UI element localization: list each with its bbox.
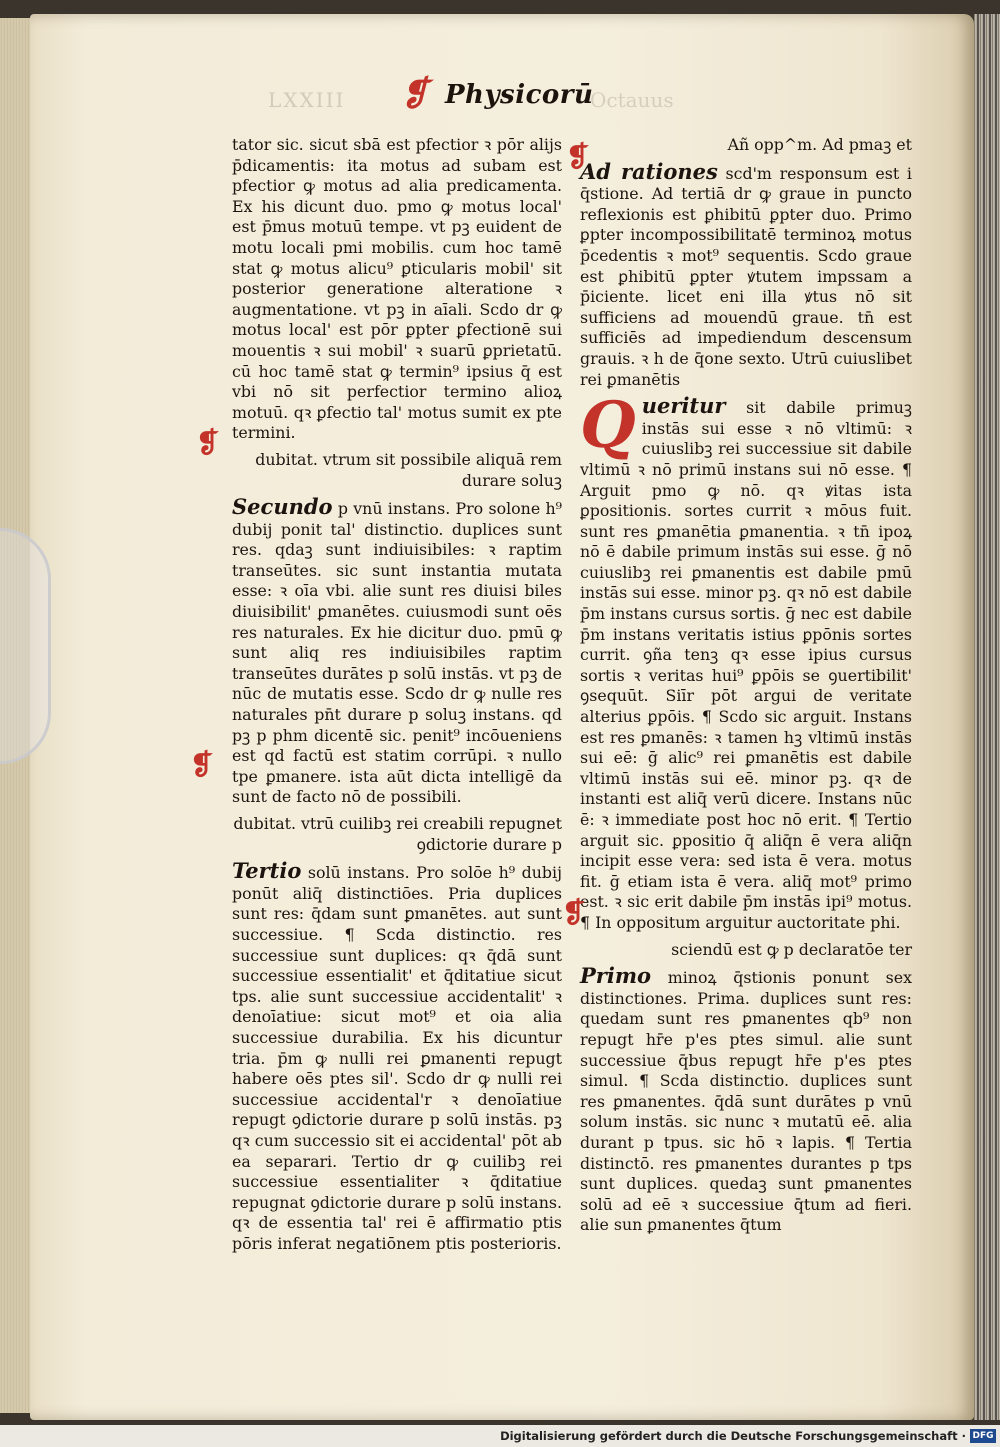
right-paragraph-2 xyxy=(580,388,912,933)
right-paragraph-2-body: sit dabile primuꝫ instās sui esse ꝛ nō vltimū: ꝛ cuiuslibꝫ rei successiue sit dabile vltimū ꝛ nō primū instans sui nō esse. ¶ Arguit pmo ꝙ nō. qꝛ ꝟitas ista ꝑpositionis. sortes currit ꝛ mōus fuit. sunt res ꝑmanētia ꝑmanentia. ꝛ tn̄ ipoꝝ nō ē dabile primum instās sui esse. ḡ nō cuiuslibꝫ rei ꝑmanentis est dabile pmū instās sui esse. minor pꝫ. qꝛ nō est dabile p̄m instans cursus sortis. ḡ nec est dabile p̄m instans veritatis istius ꝑpōnis sortes currit. ꝯña tenꝫ qꝛ esse ipius cursus sortis ꝛ veritas hui⁹ ꝑpōis se ꝯuertibilit' ꝯsequūt. Siīr pōt argui de veritate alterius ꝑpōis. ¶ Scdo sic arguit. Instans est res ꝑmanēs: ꝛ tamen hꝫ vltimū instās sui eē: ḡ alic⁹ rei ꝑmanētis est dabile vltimū instās sui eē. minor pꝫ. qꝛ de instanti est aliq̄ verū dicere. Instans nūc ē: ꝛ immediate post hoc nō erit. ¶ Tertio arguit sic. ꝑpositio q̄ aliq̄n ē vera aliq̄n incipit esse vera: sed ista ē vera. motus fit. ḡ etiam ista ē vera. aliq̄ mot⁹ primo est. ꝛ sic erit dabile p̄m instās ipi⁹ motus. ¶ In oppositum arguitur auctoritate phi. xyxy=(580,398,912,932)
bleed-through-text: Octauus xyxy=(590,88,674,112)
dfg-logo: DFG xyxy=(970,1429,996,1443)
book-gutter-edge xyxy=(974,14,1000,1420)
decorated-initial: Q xyxy=(580,388,636,464)
left-column xyxy=(232,135,562,1254)
right-column xyxy=(580,135,912,1236)
lead-word-ueritur: ueritur xyxy=(641,393,726,419)
left-paragraph-3 xyxy=(232,858,562,1254)
lead-word-tertio: Tertio xyxy=(232,858,302,884)
pilcrow-icon: ❡ xyxy=(400,74,429,114)
left-question-3-intro: dubitat. vtrū cuilibꝫ rei creabili repugnet ꝯdictorie durare p xyxy=(233,814,562,854)
right-paragraph-1-body: scd'm responsum est i q̄stione. Ad tertiā dr ꝙ graue in puncto reflexionis est ꝑhibitū ꝑpter duo. Primo ꝑpter incompossibilitatē terminoꝝ motus p̄cedentis ꝛ mot⁹ sequentis. Scdo graue est ꝑhibitū ꝑpter ꝟtutem impssam a p̄iciente. licet eni illa ꝟtus nō sit sufficiens ad mouendū graue. tn̄ est sufficiēs ad impediendum descensum grauis. ꝛ h de q̄one sexto. Utrū cuiuslibet rei ꝑmanētis xyxy=(580,163,912,389)
lead-word-secundo: Secundo xyxy=(232,494,333,520)
right-paragraph-3-body: minoꝝ q̄stionis ponunt sex distinctiones. Prima. duplices sunt res: quedam sunt res ꝑmanentes qb⁹ non repugt hr̄e p'es ptes simul. alie sunt successiue q̄bus repugt hr̄e p'es ptes simul. ¶ Scda distinctio. duplices sunt res ꝑmanentes. q̄dā sunt durātes p vnū solum instās. sic nunc ꝛ mutatū eē. alia durant p tpus. sic hō ꝛ lapis. ¶ Tertia distinctō. res ꝑmanentes durantes p tps sunt duplices. quedaꝫ sunt ꝑmanentes solū ad eē ꝛ successiue q̄tum ad fieri. alie sun ꝑmanentes q̄tum xyxy=(580,968,912,1235)
left-paragraph-1: tator sic. sicut sbā est pfectior ꝛ pōr alijs p̄dicamentis: ita motus ad subam est pfectior ꝙ motus ad alia predicamenta. Ex his dicunt duo. pmo ꝙ motus local' est p̄mus motuū tempe. vt pꝫ euident de motu locali pmi mobilis. cum hoc tamē stat ꝙ motus alicu⁹ ꝑticularis mobil' sit posterior generatione alteratione ꝛ augmentatione. vt pꝫ in aīali. Scdo dr ꝙ motus local' est pōr ꝑpter ꝑfectionē sui mouentis ꝛ sui mobil' ꝛ suarū ꝑprietatū. cū hoc tamē stat ꝙ termin⁹ ipsius q̄ est vbi nō sit perfectior termino alioꝝ motuū. qꝛ ꝑfectio tal' motus sumit ex pte termini. xyxy=(232,135,562,443)
pilcrow-icon: ❡ xyxy=(190,748,214,781)
pilcrow-icon: ❡ xyxy=(196,426,220,459)
left-paragraph-2 xyxy=(232,494,562,808)
right-section-intro: sciendū est ꝙ p declaratōe ter xyxy=(671,939,912,959)
footer-bar xyxy=(0,1425,1000,1447)
pilcrow-icon: ❡ xyxy=(562,896,586,929)
running-head: Physicorū xyxy=(445,80,594,110)
right-header-line: Añ opp^m. Ad pmaꝫ et xyxy=(727,135,912,154)
lead-word-ad-rationes: Ad rationes xyxy=(580,158,718,184)
footer-credit: Digitalisierung gefördert durch die Deutsche Forschungsgemeinschaft · xyxy=(500,1429,966,1443)
page-clip xyxy=(0,528,51,764)
folio-ghost: LXXIII xyxy=(268,88,346,112)
left-paragraph-3-body: solū instans. Pro solōe h⁹ dubij ponūt aliq̄ distinctiōes. Pria duplices sunt res: q̄dam sunt ꝑmanētes. aut sunt successiue. ¶ Scda distinctio. res successiue sunt duplices: qꝛ q̄dā sunt successiue essentialit' et q̄ditatiue sicut tps. alie sunt successiue accidentalit' ꝛ denoīatiue: sicut mot⁹ et oia alia successiue durabilia. Ex his dicuntur tria. p̄m ꝙ nulli rei ꝑmanenti repugt habere oēs ptes sil'. Scdo dr ꝙ nulli rei successiue accidental'r ꝛ denoīatiue repugt ꝯdictorie durare p solū instās. pꝫ qꝛ cum successio sit ei accidental' pōt ab ea separari. Tertio dr ꝙ cuilibꝫ rei successiue essentialiter ꝛ q̄ditatiue repugnat ꝯdictorie durare p solū instans. qꝛ de essentia tal' rei ē affirmatio ptis pōris inferat negatiōnem ptis posterioris. xyxy=(232,863,562,1253)
pilcrow-icon: ❡ xyxy=(566,140,590,173)
lead-word-primo: Primo xyxy=(580,963,652,989)
left-paragraph-2-body: p vnū instans. Pro solone h⁹ dubij ponit tal' distinctio. duplices sunt res. qdaꝫ sunt indiuisibiles: ꝛ raptim transeūtes. sic sunt instantia mutata esse: ꝛ oīa vbi. alie sunt res diuisi biles diuisibilit' ꝑmanētes. cuiusmodi sunt oēs res naturales. Ex hie dicitur duo. pmū ꝙ sunt aliq res indiuisibiles raptim transeūtes durātes p solū instās. vt pꝫ de nūc de mutatis esse. Scdo dr ꝙ nulle res naturales pn̄t durare p soluꝫ instans. qd pꝫ p phm dicentē sic. penit⁹ incōueniens est qd factū est statim corrūpi. ꝛ nullo tpe ꝑmanere. ista aūt dicta intelligē da sunt de facto nō de possibili. xyxy=(232,499,562,807)
left-question-2-intro: dubitat. vtrum sit possibile aliquā rem durare soluꝫ xyxy=(255,449,562,490)
right-paragraph-1 xyxy=(580,158,912,391)
right-paragraph-3 xyxy=(580,963,912,1236)
